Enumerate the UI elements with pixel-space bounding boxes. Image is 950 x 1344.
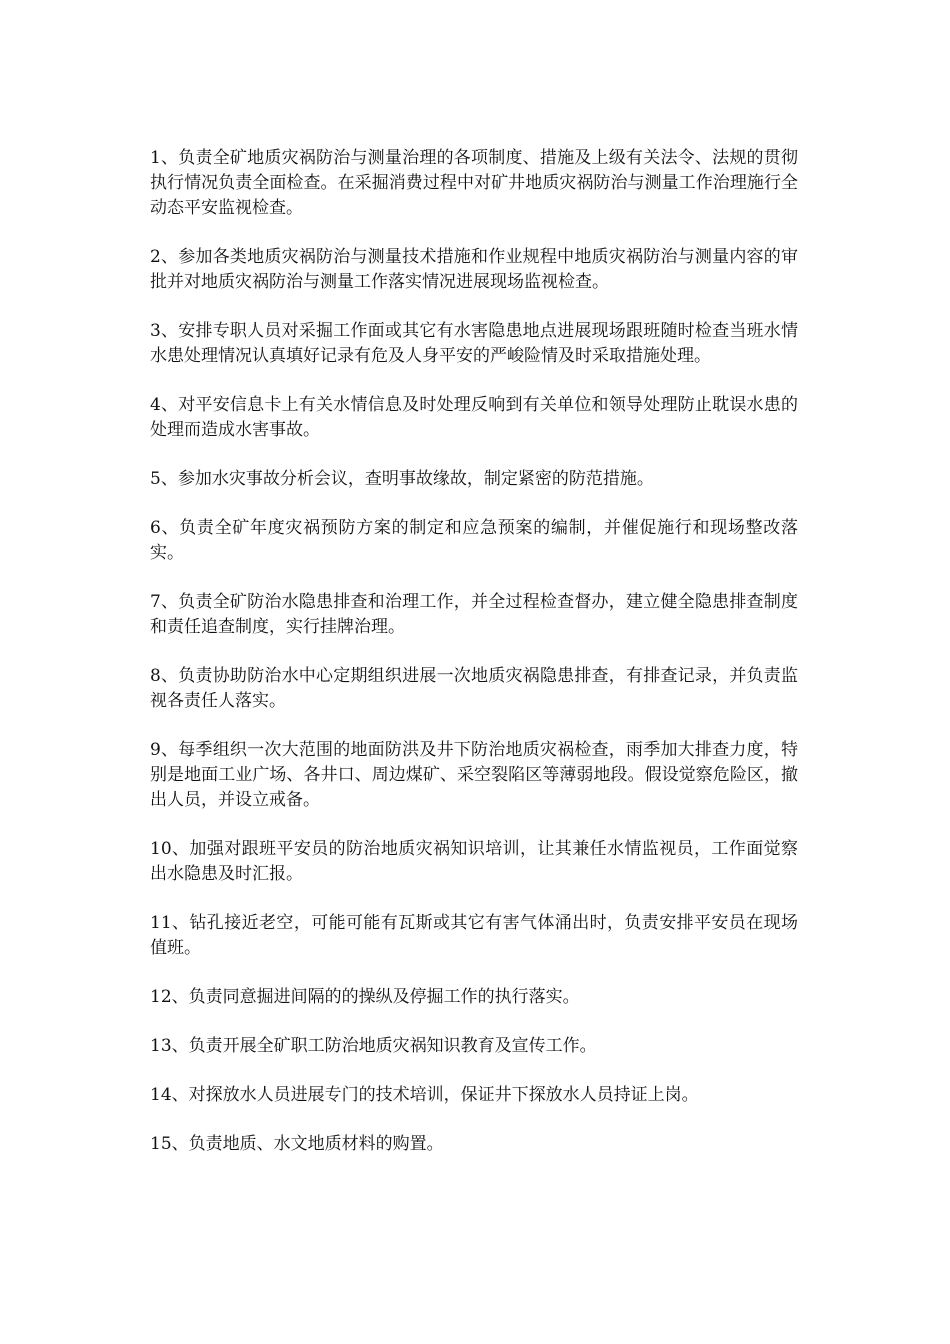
paragraph-15: 15、负责地质、水文地质材料的购置。 bbox=[150, 1134, 444, 1154]
paragraph-13: 13、负责开展全矿职工防治地质灾祸知识教育及宣传工作。 bbox=[150, 1036, 597, 1056]
paragraph-2: 2、参加各类地质灾祸防治与测量技术措施和作业规程中地质灾祸防治与测量内容的审批并对地质灾祸防治与测量工作落实情况进展现场监视检查。 bbox=[150, 247, 798, 292]
paragraph-10: 10、加强对跟班平安员的防治地质灾祸知识培训，让其兼任水情监视员，工作面觉察出水隐患及时汇报。 bbox=[150, 839, 798, 884]
paragraph-8: 8、负责协助防治水中心定期组织进展一次地质灾祸隐患排查，有排查记录，并负责监视各责任人落实。 bbox=[150, 666, 798, 711]
paragraph-4: 4、对平安信息卡上有关水情信息及时处理反响到有关单位和领导处理防止耽误水患的处理而造成水害事故。 bbox=[150, 395, 798, 440]
paragraph-9: 9、每季组织一次大范围的地面防洪及井下防治地质灾祸检查，雨季加大排查力度，特别是地面工业广场、各井口、周边煤矿、采空裂陷区等薄弱地段。假设觉察危险区，撤出人员，并设立戒备。 bbox=[150, 740, 798, 810]
paragraph-11: 11、钻孔接近老空，可能可能有瓦斯或其它有害气体涌出时，负责安排平安员在现场值班。 bbox=[150, 913, 798, 958]
paragraph-6: 6、负责全矿年度灾祸预防方案的制定和应急预案的编制，并催促施行和现场整改落实。 bbox=[150, 518, 798, 563]
paragraph-14: 14、对探放水人员进展专门的技术培训，保证井下探放水人员持证上岗。 bbox=[150, 1085, 699, 1105]
paragraph-12: 12、负责同意掘进间隔的的操纵及停掘工作的执行落实。 bbox=[150, 987, 580, 1007]
paragraph-5: 5、参加水灾事故分析会议，查明事故缘故，制定紧密的防范措施。 bbox=[150, 469, 654, 489]
paragraph-1: 1、负责全矿地质灾祸防治与测量治理的各项制度、措施及上级有关法令、法规的贯彻执行情况负责全面检查。在采掘消费过程中对矿井地质灾祸防治与测量工作治理施行全动态平安监视检查。 bbox=[150, 148, 798, 218]
document-page bbox=[150, 146, 798, 1181]
paragraph-3: 3、安排专职人员对采掘工作面或其它有水害隐患地点进展现场跟班随时检查当班水情水患处理情况认真填好记录有危及人身平安的严峻险情及时采取措施处理。 bbox=[150, 321, 798, 366]
paragraph-7: 7、负责全矿防治水隐患排查和治理工作，并全过程检查督办，建立健全隐患排查制度和责任追查制度，实行挂牌治理。 bbox=[150, 592, 798, 637]
